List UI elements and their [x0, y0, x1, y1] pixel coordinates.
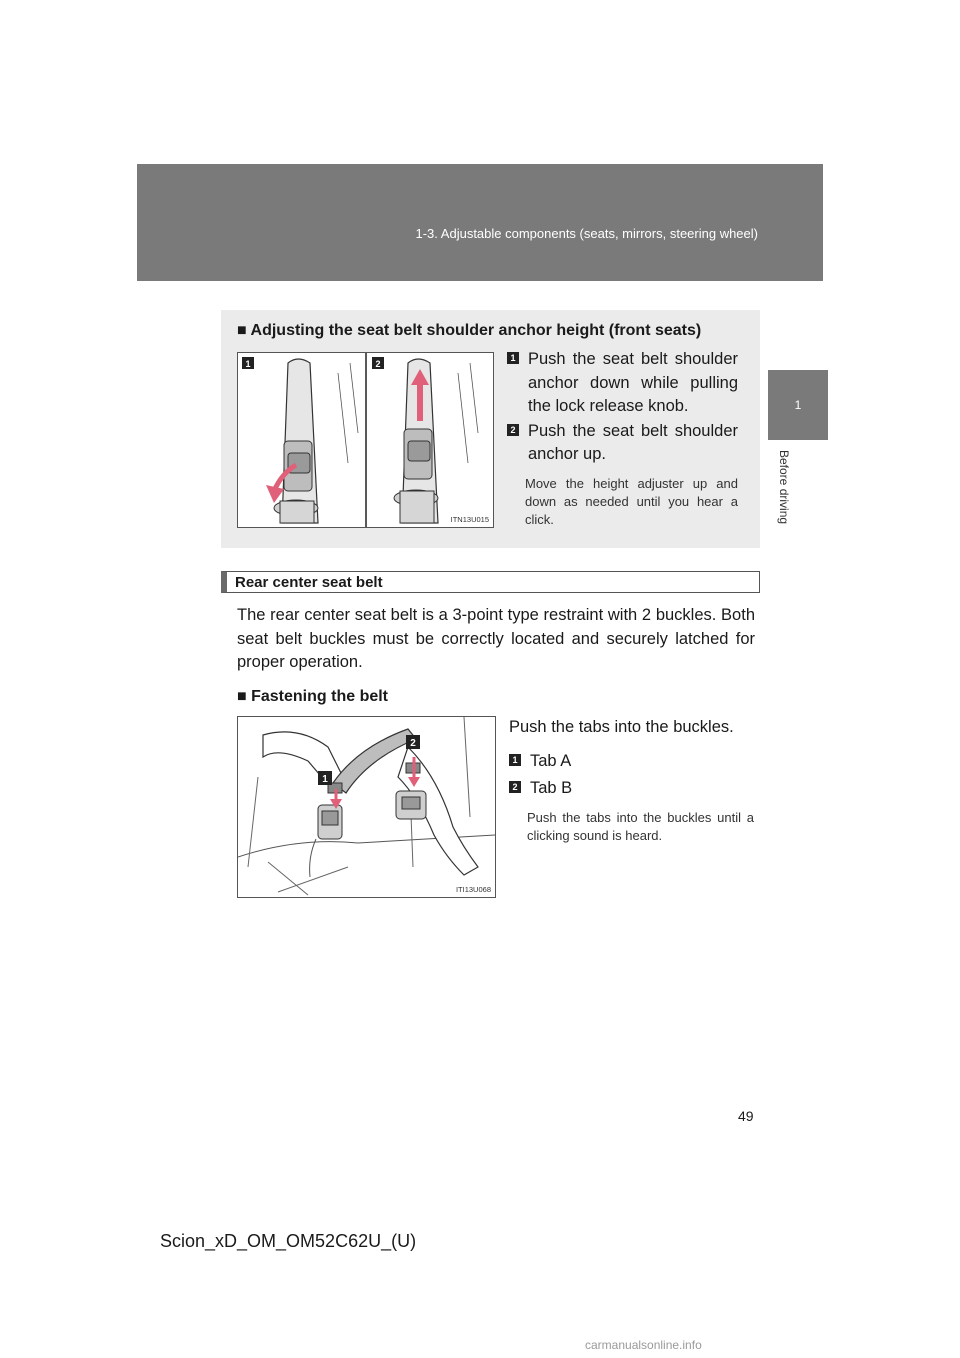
- fastening-steps: [509, 716, 754, 845]
- step-number: 1: [509, 754, 521, 766]
- step-number: 2: [507, 424, 519, 436]
- shoulder-anchor-heading: ■ Adjusting the seat belt shoulder anchor height (front seats): [237, 322, 702, 339]
- shoulder-anchor-drawing: [238, 353, 493, 527]
- step-text: Tab B: [530, 779, 573, 797]
- rear-center-paragraph: The rear center seat belt is a 3-point type restraint with 2 buckles. Both seat belt buckles must be correctly located and securely latched for proper operation.: [237, 606, 755, 671]
- shoulder-anchor-steps: [507, 348, 738, 529]
- figure-code: ITN13U015: [450, 515, 489, 524]
- svg-text:2: 2: [375, 359, 381, 369]
- header-band: [137, 164, 823, 281]
- step-text: Push the seat belt shoulder anchor up.: [528, 421, 738, 463]
- chapter-number: 1: [794, 398, 802, 412]
- page-number: 49: [738, 1108, 754, 1124]
- step-item: [507, 420, 738, 467]
- step-item: [509, 750, 754, 774]
- chapter-label: Before driving: [777, 450, 791, 525]
- step-text: Tab A: [530, 751, 572, 770]
- fastening-heading: ■ Fastening the belt: [237, 688, 389, 705]
- watermark: carmanualsonline.info: [585, 1338, 702, 1352]
- step-item: [509, 777, 754, 801]
- rear-center-section-bar: [221, 571, 760, 593]
- fastening-illustration: [237, 716, 496, 898]
- fastening-intro: Push the tabs into the buckles.: [509, 718, 734, 736]
- svg-text:1: 1: [322, 774, 328, 785]
- shoulder-anchor-box: [221, 310, 760, 548]
- step-item: [507, 348, 738, 419]
- figure-code: ITI13U068: [455, 885, 491, 894]
- step-number: 1: [507, 352, 519, 364]
- rear-center-title: Rear center seat belt: [235, 574, 383, 591]
- step-number: 2: [509, 781, 521, 793]
- document-code: Scion_xD_OM_OM52C62U_(U): [160, 1231, 417, 1251]
- step-text: Push the seat belt shoulder anchor down while pulling the lock release knob.: [528, 350, 738, 415]
- chapter-tab[interactable]: [768, 370, 828, 440]
- shoulder-anchor-illustration: [237, 352, 494, 528]
- section-title: 1-3. Adjustable components (seats, mirrors, steering wheel): [415, 226, 758, 241]
- svg-text:1: 1: [245, 359, 251, 369]
- shoulder-anchor-note: Move the height adjuster up and down as needed until you hear a click.: [525, 475, 738, 527]
- fastening-drawing: [238, 717, 495, 897]
- fastening-note: Push the tabs into the buckles until a clicking sound is heard.: [527, 809, 754, 843]
- svg-text:2: 2: [410, 738, 416, 749]
